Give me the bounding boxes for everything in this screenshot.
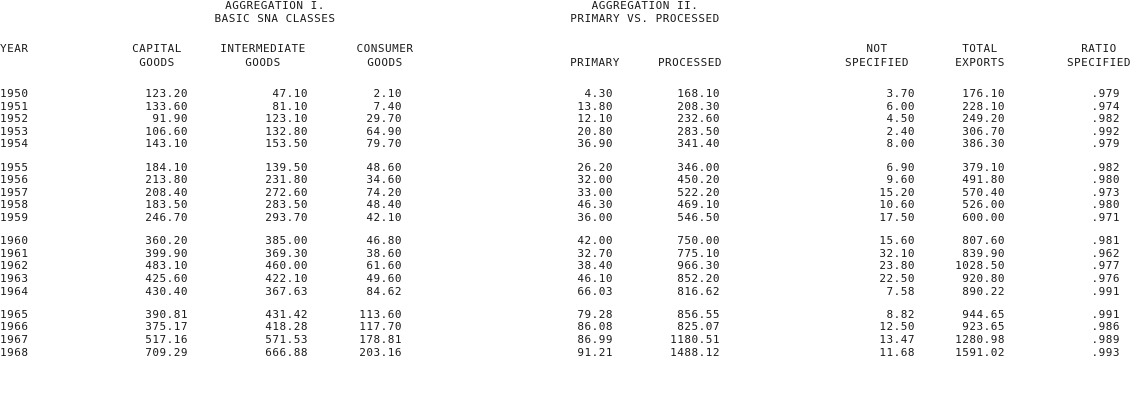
cell-capital: 208.40 bbox=[145, 185, 188, 199]
cell-not-specified: 22.50 bbox=[879, 272, 915, 285]
cell-primary: 46.10 bbox=[577, 272, 613, 285]
cell-total-exports: 944.65 bbox=[962, 307, 1005, 321]
cell-consumer: 46.80 bbox=[366, 234, 402, 248]
cell-primary: 46.30 bbox=[577, 198, 613, 212]
cell-total-exports: 306.70 bbox=[962, 124, 1005, 138]
header-not-specified-line2: SPECIFIED bbox=[844, 56, 910, 69]
cell-consumer: 84.62 bbox=[366, 284, 402, 298]
cell-intermediate: 132.80 bbox=[265, 124, 308, 138]
cell-not-specified: 9.60 bbox=[886, 173, 915, 187]
cell-primary: 66.03 bbox=[577, 284, 613, 298]
cell-consumer: 178.81 bbox=[359, 333, 402, 346]
cell-capital: 430.40 bbox=[145, 284, 188, 298]
cell-processed: 341.40 bbox=[677, 137, 720, 151]
cell-consumer: 7.40 bbox=[373, 99, 402, 113]
cell-ratio: .993 bbox=[1091, 345, 1120, 359]
cell-ratio: .976 bbox=[1091, 272, 1120, 285]
cell-consumer: 203.16 bbox=[359, 345, 402, 359]
cell-primary: 4.30 bbox=[584, 87, 613, 100]
cell-capital: 143.10 bbox=[145, 137, 188, 151]
cell-consumer: 49.60 bbox=[366, 272, 402, 285]
cell-primary: 32.70 bbox=[577, 246, 613, 260]
cell-year: 1957 bbox=[0, 185, 29, 199]
cell-total-exports: 379.10 bbox=[962, 160, 1005, 174]
cell-not-specified: 8.82 bbox=[886, 307, 915, 321]
header-year: YEAR bbox=[0, 42, 29, 55]
header-processed: PROCESSED bbox=[657, 56, 723, 69]
aggregation-2-title: AGGREGATION II. bbox=[591, 0, 699, 12]
cell-year: 1968 bbox=[0, 345, 29, 359]
cell-processed: 1180.51 bbox=[670, 333, 720, 346]
cell-year: 1954 bbox=[0, 137, 29, 151]
cell-consumer: 42.10 bbox=[366, 211, 402, 224]
cell-total-exports: 386.30 bbox=[962, 137, 1005, 151]
cell-ratio: .986 bbox=[1091, 320, 1120, 334]
cell-processed: 775.10 bbox=[677, 246, 720, 260]
cell-primary: 79.28 bbox=[577, 307, 613, 321]
cell-not-specified: 4.50 bbox=[886, 112, 915, 126]
cell-year: 1952 bbox=[0, 112, 29, 126]
cell-total-exports: 491.80 bbox=[962, 173, 1005, 187]
cell-total-exports: 570.40 bbox=[962, 185, 1005, 199]
cell-intermediate: 367.63 bbox=[265, 284, 308, 298]
cell-primary: 38.40 bbox=[577, 259, 613, 273]
cell-primary: 12.10 bbox=[577, 112, 613, 126]
cell-ratio: .980 bbox=[1091, 173, 1120, 187]
cell-primary: 13.80 bbox=[577, 99, 613, 113]
cell-intermediate: 283.50 bbox=[265, 198, 308, 212]
cell-capital: 399.90 bbox=[145, 246, 188, 260]
cell-not-specified: 2.40 bbox=[886, 124, 915, 138]
cell-capital: 184.10 bbox=[145, 160, 188, 174]
cell-processed: 966.30 bbox=[677, 259, 720, 273]
cell-intermediate: 385.00 bbox=[265, 234, 308, 248]
cell-primary: 86.08 bbox=[577, 320, 613, 334]
header-consumer-line1: CONSUMER bbox=[356, 42, 414, 55]
cell-consumer: 64.90 bbox=[366, 124, 402, 138]
cell-ratio: .989 bbox=[1091, 333, 1120, 346]
cell-total-exports: 923.65 bbox=[962, 320, 1005, 334]
cell-consumer: 48.40 bbox=[366, 198, 402, 212]
cell-total-exports: 890.22 bbox=[962, 284, 1005, 298]
cell-ratio: .962 bbox=[1091, 246, 1120, 260]
cell-ratio: .973 bbox=[1091, 185, 1120, 199]
cell-year: 1950 bbox=[0, 87, 29, 100]
cell-processed: 856.55 bbox=[677, 307, 720, 321]
cell-total-exports: 807.60 bbox=[962, 234, 1005, 248]
cell-year: 1961 bbox=[0, 246, 29, 260]
cell-ratio: .979 bbox=[1091, 137, 1120, 151]
cell-total-exports: 176.10 bbox=[962, 87, 1005, 100]
cell-ratio: .992 bbox=[1091, 124, 1120, 138]
cell-processed: 208.30 bbox=[677, 99, 720, 113]
cell-intermediate: 81.10 bbox=[272, 99, 308, 113]
cell-year: 1960 bbox=[0, 234, 29, 248]
cell-not-specified: 10.60 bbox=[879, 198, 915, 212]
cell-ratio: .982 bbox=[1091, 112, 1120, 126]
cell-processed: 1488.12 bbox=[670, 345, 720, 359]
cell-ratio: .971 bbox=[1091, 211, 1120, 224]
header-intermediate-line1: INTERMEDIATE bbox=[220, 42, 306, 55]
cell-year: 1965 bbox=[0, 307, 29, 321]
cell-processed: 168.10 bbox=[677, 87, 720, 100]
cell-intermediate: 231.80 bbox=[265, 173, 308, 187]
cell-total-exports: 1280.98 bbox=[955, 333, 1005, 346]
cell-processed: 546.50 bbox=[677, 211, 720, 224]
cell-not-specified: 23.80 bbox=[879, 259, 915, 273]
cell-not-specified: 8.00 bbox=[886, 137, 915, 151]
cell-consumer: 34.60 bbox=[366, 173, 402, 187]
cell-processed: 750.00 bbox=[677, 234, 720, 248]
cell-consumer: 48.60 bbox=[366, 160, 402, 174]
cell-consumer: 29.70 bbox=[366, 112, 402, 126]
header-total-exports-line2: EXPORTS bbox=[955, 56, 1005, 69]
cell-capital: 91.90 bbox=[152, 112, 188, 126]
header-consumer-line2: GOODS bbox=[367, 56, 403, 69]
cell-consumer: 61.60 bbox=[366, 259, 402, 273]
cell-not-specified: 15.60 bbox=[879, 234, 915, 248]
cell-total-exports: 839.90 bbox=[962, 246, 1005, 260]
aggregation-2-subtitle: PRIMARY VS. PROCESSED bbox=[570, 12, 720, 25]
cell-capital: 425.60 bbox=[145, 272, 188, 285]
cell-processed: 346.00 bbox=[677, 160, 720, 174]
cell-intermediate: 571.53 bbox=[265, 333, 308, 346]
cell-consumer: 74.20 bbox=[366, 185, 402, 199]
cell-ratio: .980 bbox=[1091, 198, 1120, 212]
cell-capital: 709.29 bbox=[145, 345, 188, 359]
cell-capital: 133.60 bbox=[145, 99, 188, 113]
cell-not-specified: 3.70 bbox=[886, 87, 915, 100]
cell-year: 1951 bbox=[0, 99, 29, 113]
cell-intermediate: 47.10 bbox=[272, 87, 308, 100]
cell-consumer: 113.60 bbox=[359, 307, 402, 321]
aggregation-1-subtitle: BASIC SNA CLASSES bbox=[214, 12, 336, 25]
cell-intermediate: 293.70 bbox=[265, 211, 308, 224]
header-total-exports-line1: TOTAL bbox=[962, 42, 998, 55]
header-primary: PRIMARY bbox=[570, 56, 620, 69]
cell-capital: 390.81 bbox=[145, 307, 188, 321]
cell-capital: 123.20 bbox=[145, 87, 188, 100]
cell-intermediate: 460.00 bbox=[265, 259, 308, 273]
cell-not-specified: 17.50 bbox=[879, 211, 915, 224]
cell-year: 1956 bbox=[0, 173, 29, 187]
cell-intermediate: 666.88 bbox=[265, 345, 308, 359]
cell-year: 1964 bbox=[0, 284, 29, 298]
cell-primary: 26.20 bbox=[577, 160, 613, 174]
cell-processed: 232.60 bbox=[677, 112, 720, 126]
cell-not-specified: 13.47 bbox=[879, 333, 915, 346]
cell-ratio: .974 bbox=[1091, 99, 1120, 113]
cell-ratio: .979 bbox=[1091, 87, 1120, 100]
cell-intermediate: 431.42 bbox=[265, 307, 308, 321]
cell-intermediate: 123.10 bbox=[265, 112, 308, 126]
cell-processed: 825.07 bbox=[677, 320, 720, 334]
header-ratio-specified-line1: RATIO bbox=[1081, 42, 1117, 55]
cell-primary: 20.80 bbox=[577, 124, 613, 138]
cell-capital: 517.16 bbox=[145, 333, 188, 346]
cell-ratio: .991 bbox=[1091, 284, 1120, 298]
header-capital-line1: CAPITAL bbox=[132, 42, 182, 55]
cell-intermediate: 369.30 bbox=[265, 246, 308, 260]
cell-total-exports: 920.80 bbox=[962, 272, 1005, 285]
cell-ratio: .981 bbox=[1091, 234, 1120, 248]
cell-intermediate: 139.50 bbox=[265, 160, 308, 174]
cell-total-exports: 249.20 bbox=[962, 112, 1005, 126]
cell-ratio: .991 bbox=[1091, 307, 1120, 321]
cell-year: 1962 bbox=[0, 259, 29, 273]
cell-processed: 816.62 bbox=[677, 284, 720, 298]
cell-year: 1967 bbox=[0, 333, 29, 346]
cell-not-specified: 15.20 bbox=[879, 185, 915, 199]
cell-processed: 469.10 bbox=[677, 198, 720, 212]
cell-primary: 86.99 bbox=[577, 333, 613, 346]
cell-year: 1966 bbox=[0, 320, 29, 334]
cell-not-specified: 32.10 bbox=[879, 246, 915, 260]
aggregation-1-title: AGGREGATION I. bbox=[225, 0, 325, 12]
cell-primary: 42.00 bbox=[577, 234, 613, 248]
cell-capital: 360.20 bbox=[145, 234, 188, 248]
header-intermediate-line2: GOODS bbox=[245, 56, 281, 69]
cell-ratio: .982 bbox=[1091, 160, 1120, 174]
cell-year: 1955 bbox=[0, 160, 29, 174]
cell-year: 1953 bbox=[0, 124, 29, 138]
cell-intermediate: 418.28 bbox=[265, 320, 308, 334]
cell-not-specified: 7.58 bbox=[886, 284, 915, 298]
cell-primary: 33.00 bbox=[577, 185, 613, 199]
cell-capital: 106.60 bbox=[145, 124, 188, 138]
cell-capital: 375.17 bbox=[145, 320, 188, 334]
cell-year: 1963 bbox=[0, 272, 29, 285]
cell-capital: 483.10 bbox=[145, 259, 188, 273]
cell-not-specified: 6.00 bbox=[886, 99, 915, 113]
cell-total-exports: 526.00 bbox=[962, 198, 1005, 212]
cell-ratio: .977 bbox=[1091, 259, 1120, 273]
cell-processed: 283.50 bbox=[677, 124, 720, 138]
cell-total-exports: 1028.50 bbox=[955, 259, 1005, 273]
cell-not-specified: 11.68 bbox=[879, 345, 915, 359]
cell-consumer: 38.60 bbox=[366, 246, 402, 260]
cell-total-exports: 1591.02 bbox=[955, 345, 1005, 359]
cell-consumer: 79.70 bbox=[366, 137, 402, 151]
cell-capital: 183.50 bbox=[145, 198, 188, 212]
cell-processed: 522.20 bbox=[677, 185, 720, 199]
cell-primary: 91.21 bbox=[577, 345, 613, 359]
cell-processed: 852.20 bbox=[677, 272, 720, 285]
cell-consumer: 117.70 bbox=[359, 320, 402, 334]
cell-capital: 246.70 bbox=[145, 211, 188, 224]
cell-year: 1958 bbox=[0, 198, 29, 212]
cell-capital: 213.80 bbox=[145, 173, 188, 187]
cell-total-exports: 228.10 bbox=[962, 99, 1005, 113]
cell-intermediate: 422.10 bbox=[265, 272, 308, 285]
header-capital-line2: GOODS bbox=[139, 56, 175, 69]
cell-primary: 36.90 bbox=[577, 137, 613, 151]
cell-not-specified: 12.50 bbox=[879, 320, 915, 334]
cell-primary: 36.00 bbox=[577, 211, 613, 224]
cell-year: 1959 bbox=[0, 211, 29, 224]
cell-intermediate: 272.60 bbox=[265, 185, 308, 199]
cell-consumer: 2.10 bbox=[373, 87, 402, 100]
cell-intermediate: 153.50 bbox=[265, 137, 308, 151]
cell-primary: 32.00 bbox=[577, 173, 613, 187]
header-ratio-specified-line2: SPECIFIED bbox=[1066, 56, 1132, 69]
cell-processed: 450.20 bbox=[677, 173, 720, 187]
header-not-specified-line1: NOT bbox=[866, 42, 888, 55]
cell-not-specified: 6.90 bbox=[886, 160, 915, 174]
cell-total-exports: 600.00 bbox=[962, 211, 1005, 224]
